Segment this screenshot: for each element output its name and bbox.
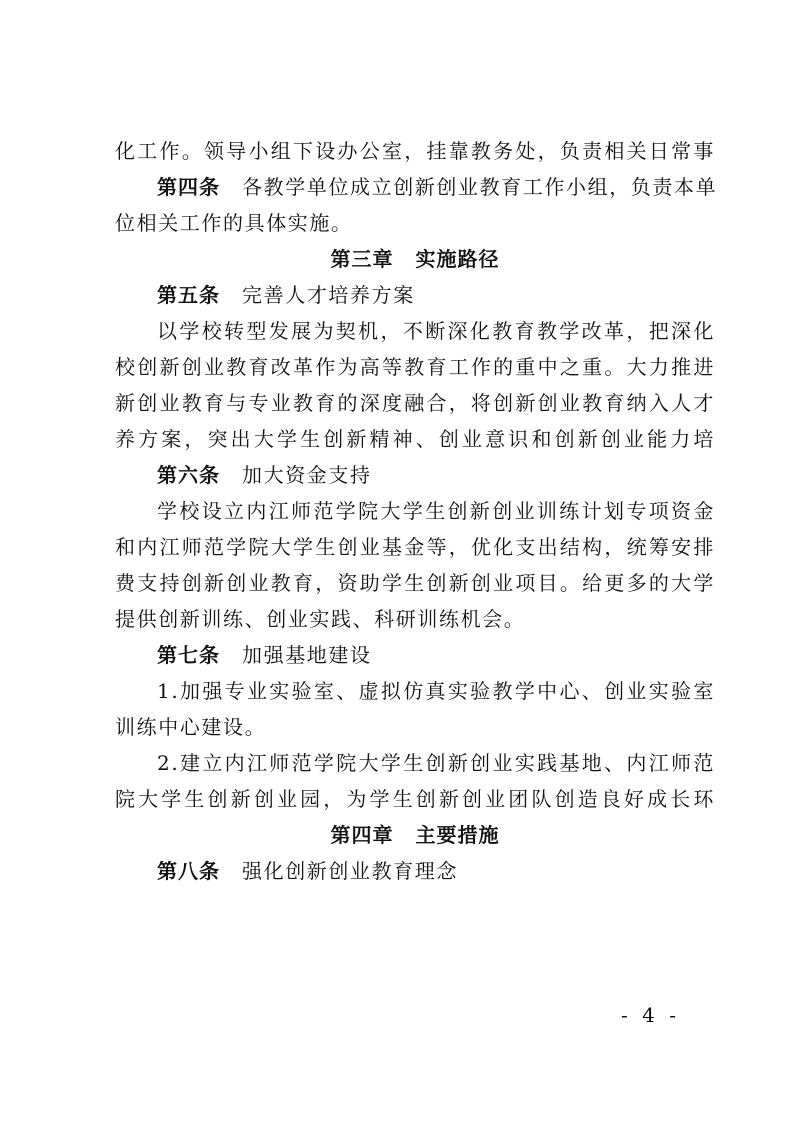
text-line bbox=[115, 421, 715, 457]
line-text: 训练中心建设。 bbox=[115, 715, 267, 739]
chapter-number: 第四章 bbox=[330, 823, 394, 847]
article-label: 第八条 bbox=[157, 859, 220, 883]
text-line bbox=[115, 205, 715, 241]
text-line bbox=[115, 349, 715, 385]
chapter-title: 实施路径 bbox=[415, 247, 500, 271]
text-line bbox=[115, 673, 715, 709]
chapter-number: 第三章 bbox=[330, 247, 394, 271]
article-text: 加大资金支持 bbox=[242, 463, 372, 487]
article-heading bbox=[115, 637, 715, 673]
line-text: 费支持创新创业教育，资助学生创新创业项目。给更多的大学 bbox=[115, 571, 715, 595]
article-text: 完善人才培养方案 bbox=[242, 283, 415, 307]
article-heading bbox=[115, 277, 715, 313]
line-text: 校创新创业教育改革作为高等教育工作的重中之重。大力推进 bbox=[115, 355, 715, 379]
text-line bbox=[115, 313, 715, 349]
text-line bbox=[115, 529, 715, 565]
chapter-heading bbox=[115, 817, 715, 853]
line-text: 化工作。领导小组下设办公室，挂靠教务处，负责相关日常事 bbox=[115, 139, 715, 163]
article-text: 加强基地建设 bbox=[242, 643, 372, 667]
text-line bbox=[115, 745, 715, 781]
article-heading bbox=[115, 169, 718, 205]
text-line bbox=[115, 565, 715, 601]
line-text: 养方案，突出大学生创新精神、创业意识和创新创业能力培 bbox=[115, 427, 715, 451]
line-text: 提供创新训练、创业实践、科研训练机会。 bbox=[115, 607, 526, 631]
page-number: - 4 - bbox=[621, 1003, 680, 1027]
article-heading bbox=[115, 853, 715, 889]
line-text: 2.建立内江师范学院大学生创新创业实践基地、内江师范 bbox=[157, 751, 715, 775]
chapter-title: 主要措施 bbox=[415, 823, 500, 847]
line-text: 1.加强专业实验室、虚拟仿真实验教学中心、创业实验室 bbox=[157, 679, 715, 703]
text-line bbox=[115, 133, 715, 169]
line-text: 和内江师范学院大学生创业基金等，优化支出结构，统筹安排 bbox=[115, 535, 715, 559]
article-label: 第四条 bbox=[157, 175, 220, 199]
line-text: 学校设立内江师范学院大学生创新创业训练计划专项资金 bbox=[157, 499, 715, 523]
article-text: 各教学单位成立创新创业教育工作小组，负责本单 bbox=[242, 175, 718, 199]
article-label: 第五条 bbox=[157, 283, 220, 307]
text-line bbox=[115, 385, 715, 421]
line-text: 院大学生创新创业园，为学生创新创业团队创造良好成长环 bbox=[115, 787, 715, 811]
line-text: 以学校转型发展为契机，不断深化教育教学改革，把深化 bbox=[157, 319, 715, 343]
article-text: 强化创新创业教育理念 bbox=[242, 859, 458, 883]
line-text: 新创业教育与专业教育的深度融合，将创新创业教育纳入人才 bbox=[115, 391, 715, 415]
document-body bbox=[115, 133, 718, 889]
article-label: 第七条 bbox=[157, 643, 220, 667]
article-heading bbox=[115, 457, 715, 493]
article-label: 第六条 bbox=[157, 463, 220, 487]
chapter-heading bbox=[115, 241, 715, 277]
text-line bbox=[115, 781, 715, 817]
text-line bbox=[115, 493, 715, 529]
text-line bbox=[115, 709, 715, 745]
text-line bbox=[115, 601, 715, 637]
line-text: 位相关工作的具体实施。 bbox=[115, 211, 353, 235]
